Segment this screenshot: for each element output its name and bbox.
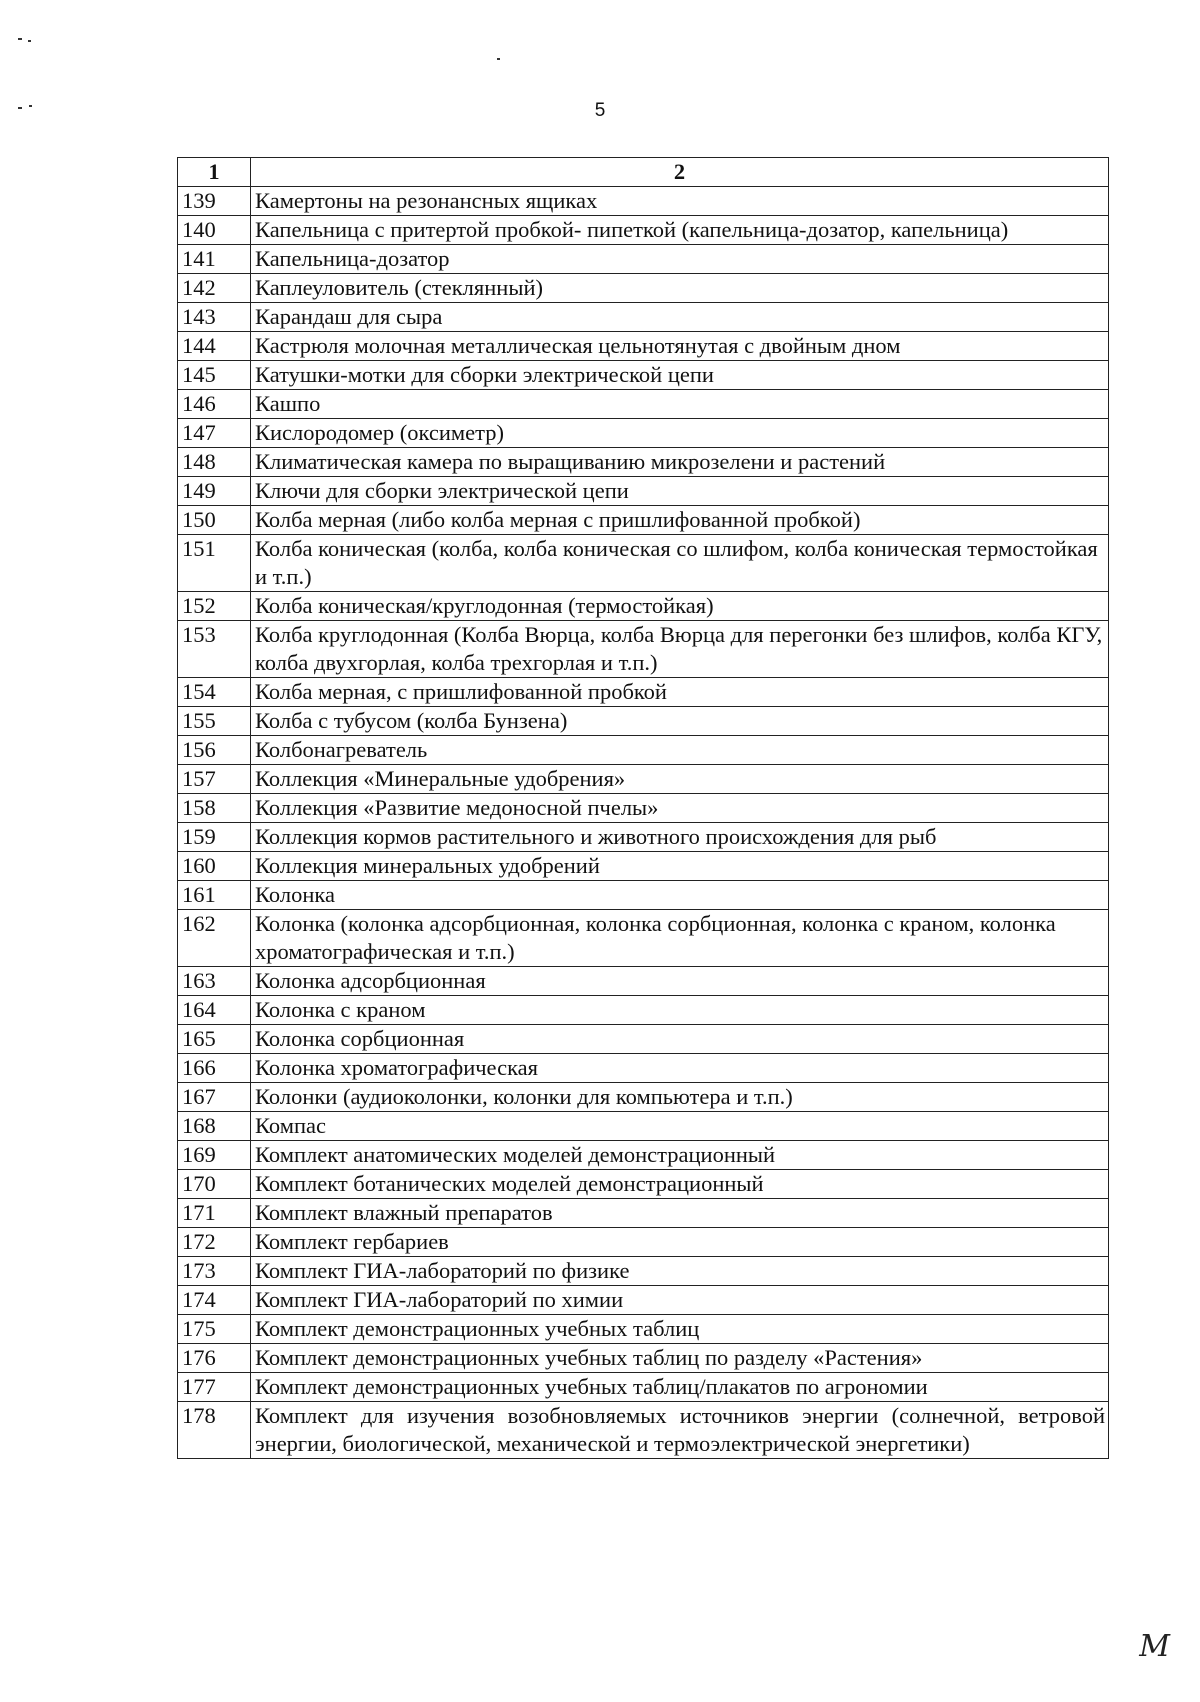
column-header-number: 1 [178,158,251,187]
item-name: Колонка хроматографическая [251,1054,1109,1083]
item-name: Комплект демонстрационных учебных таблиц [251,1315,1109,1344]
item-name: Комплект демонстрационных учебных таблиц/плакатов по агрономии [251,1373,1109,1402]
row-number: 148 [178,448,251,477]
table-row [178,678,1109,707]
table-row [178,1083,1109,1112]
row-number: 173 [178,1257,251,1286]
page-number: 5 [594,100,606,121]
item-name: Комплект ботанических моделей демонстрационный [251,1170,1109,1199]
item-name: Катушки-мотки для сборки электрической цепи [251,361,1109,390]
item-name: Коллекция кормов растительного и животного происхождения для рыб [251,823,1109,852]
row-number: 177 [178,1373,251,1402]
item-name: Колонка с краном [251,996,1109,1025]
row-number: 174 [178,1286,251,1315]
row-number: 164 [178,996,251,1025]
table-row [178,881,1109,910]
table-row [178,1170,1109,1199]
item-name: Колба с тубусом (колба Бунзена) [251,707,1109,736]
row-number: 155 [178,707,251,736]
row-number: 176 [178,1344,251,1373]
item-name: Ключи для сборки электрической цепи [251,477,1109,506]
row-number: 157 [178,765,251,794]
item-name: Комплект ГИА-лабораторий по химии [251,1286,1109,1315]
table-row [178,448,1109,477]
item-name: Колба круглодонная (Колба Вюрца, колба Вюрца для перегонки без шлифов, колба КГУ, колба двухгорлая, колба трехгорлая и т.п.) [251,621,1109,678]
table-row [178,967,1109,996]
table-row [178,1315,1109,1344]
item-name: Коллекция «Развитие медоносной пчелы» [251,794,1109,823]
row-number: 169 [178,1141,251,1170]
table-row [178,1199,1109,1228]
table-row [178,736,1109,765]
row-number: 171 [178,1199,251,1228]
row-number: 149 [178,477,251,506]
item-name: Каплеуловитель (стеклянный) [251,274,1109,303]
item-name: Колба коническая/круглодонная (термостойкая) [251,592,1109,621]
handwritten-initial: M [1139,1629,1170,1664]
item-name: Компас [251,1112,1109,1141]
item-name: Комплект влажный препаратов [251,1199,1109,1228]
row-number: 163 [178,967,251,996]
table-row [178,1141,1109,1170]
item-name: Комплект для изучения возобновляемых источников энергии (солнечной, ветровой энергии, биологической, механической и термоэлектрической энергетики) [251,1402,1109,1459]
table-row [178,187,1109,216]
item-name: Колбонагреватель [251,736,1109,765]
item-name: Колонки (аудиоколонки, колонки для компьютера и т.п.) [251,1083,1109,1112]
item-name: Коллекция «Минеральные удобрения» [251,765,1109,794]
table-row [178,1344,1109,1373]
item-name: Комплект анатомических моделей демонстрационный [251,1141,1109,1170]
table-row [178,1112,1109,1141]
row-number: 144 [178,332,251,361]
item-name: Комплект гербариев [251,1228,1109,1257]
table-row [178,1228,1109,1257]
row-number: 140 [178,216,251,245]
row-number: 166 [178,1054,251,1083]
row-number: 146 [178,390,251,419]
row-number: 142 [178,274,251,303]
row-number: 165 [178,1025,251,1054]
row-number: 160 [178,852,251,881]
table-row [178,390,1109,419]
equipment-table [177,157,1109,1459]
item-name: Колонка [251,881,1109,910]
table-row [178,1402,1109,1459]
row-number: 153 [178,621,251,678]
table-row [178,1054,1109,1083]
row-number: 151 [178,535,251,592]
row-number: 158 [178,794,251,823]
scan-artifact [28,40,31,42]
scan-artifact [497,58,500,60]
item-name: Капельница-дозатор [251,245,1109,274]
table-row [178,506,1109,535]
item-name: Колонка сорбционная [251,1025,1109,1054]
table-row [178,216,1109,245]
row-number: 167 [178,1083,251,1112]
table-row [178,361,1109,390]
item-name: Карандаш для сыра [251,303,1109,332]
item-name: Кашпо [251,390,1109,419]
table-row [178,910,1109,967]
column-header-name: 2 [251,158,1109,187]
row-number: 147 [178,419,251,448]
table-row [178,823,1109,852]
row-number: 143 [178,303,251,332]
row-number: 161 [178,881,251,910]
item-name: Климатическая камера по выращиванию микрозелени и растений [251,448,1109,477]
item-name: Колонка адсорбционная [251,967,1109,996]
table-body [178,187,1109,1459]
row-number: 154 [178,678,251,707]
item-name: Комплект ГИА-лабораторий по физике [251,1257,1109,1286]
table-row [178,332,1109,361]
row-number: 178 [178,1402,251,1459]
table-row [178,852,1109,881]
row-number: 150 [178,506,251,535]
item-name: Колба мерная, с пришлифованной пробкой [251,678,1109,707]
table-row [178,794,1109,823]
row-number: 172 [178,1228,251,1257]
item-name: Капельница с притертой пробкой- пипеткой (капельница-дозатор, капельница) [251,216,1109,245]
table-header-row [178,158,1109,187]
table-row [178,477,1109,506]
row-number: 162 [178,910,251,967]
item-name: Комплект демонстрационных учебных таблиц по разделу «Растения» [251,1344,1109,1373]
row-number: 145 [178,361,251,390]
table-row [178,303,1109,332]
row-number: 175 [178,1315,251,1344]
row-number: 168 [178,1112,251,1141]
table-row [178,592,1109,621]
item-name: Коллекция минеральных удобрений [251,852,1109,881]
item-name: Кислородомер (оксиметр) [251,419,1109,448]
table-row [178,274,1109,303]
table-row [178,1373,1109,1402]
table-row [178,535,1109,592]
table-row [178,621,1109,678]
item-name: Колба коническая (колба, колба коническая со шлифом, колба коническая термостойкая и т.п.) [251,535,1109,592]
table-row [178,996,1109,1025]
item-name: Колба мерная (либо колба мерная с пришлифованной пробкой) [251,506,1109,535]
table-row [178,1025,1109,1054]
row-number: 159 [178,823,251,852]
item-name: Колонка (колонка адсорбционная, колонка сорбционная, колонка с краном, колонка хроматографическая и т.п.) [251,910,1109,967]
row-number: 156 [178,736,251,765]
row-number: 170 [178,1170,251,1199]
table-row [178,1257,1109,1286]
item-name: Кастрюля молочная металлическая цельнотянутая с двойным дном [251,332,1109,361]
row-number: 152 [178,592,251,621]
scan-artifact [18,38,22,40]
table-row [178,419,1109,448]
table-row [178,1286,1109,1315]
row-number: 139 [178,187,251,216]
table-row [178,765,1109,794]
table-row [178,245,1109,274]
table-row [178,707,1109,736]
item-name: Камертоны на резонансных ящиках [251,187,1109,216]
row-number: 141 [178,245,251,274]
